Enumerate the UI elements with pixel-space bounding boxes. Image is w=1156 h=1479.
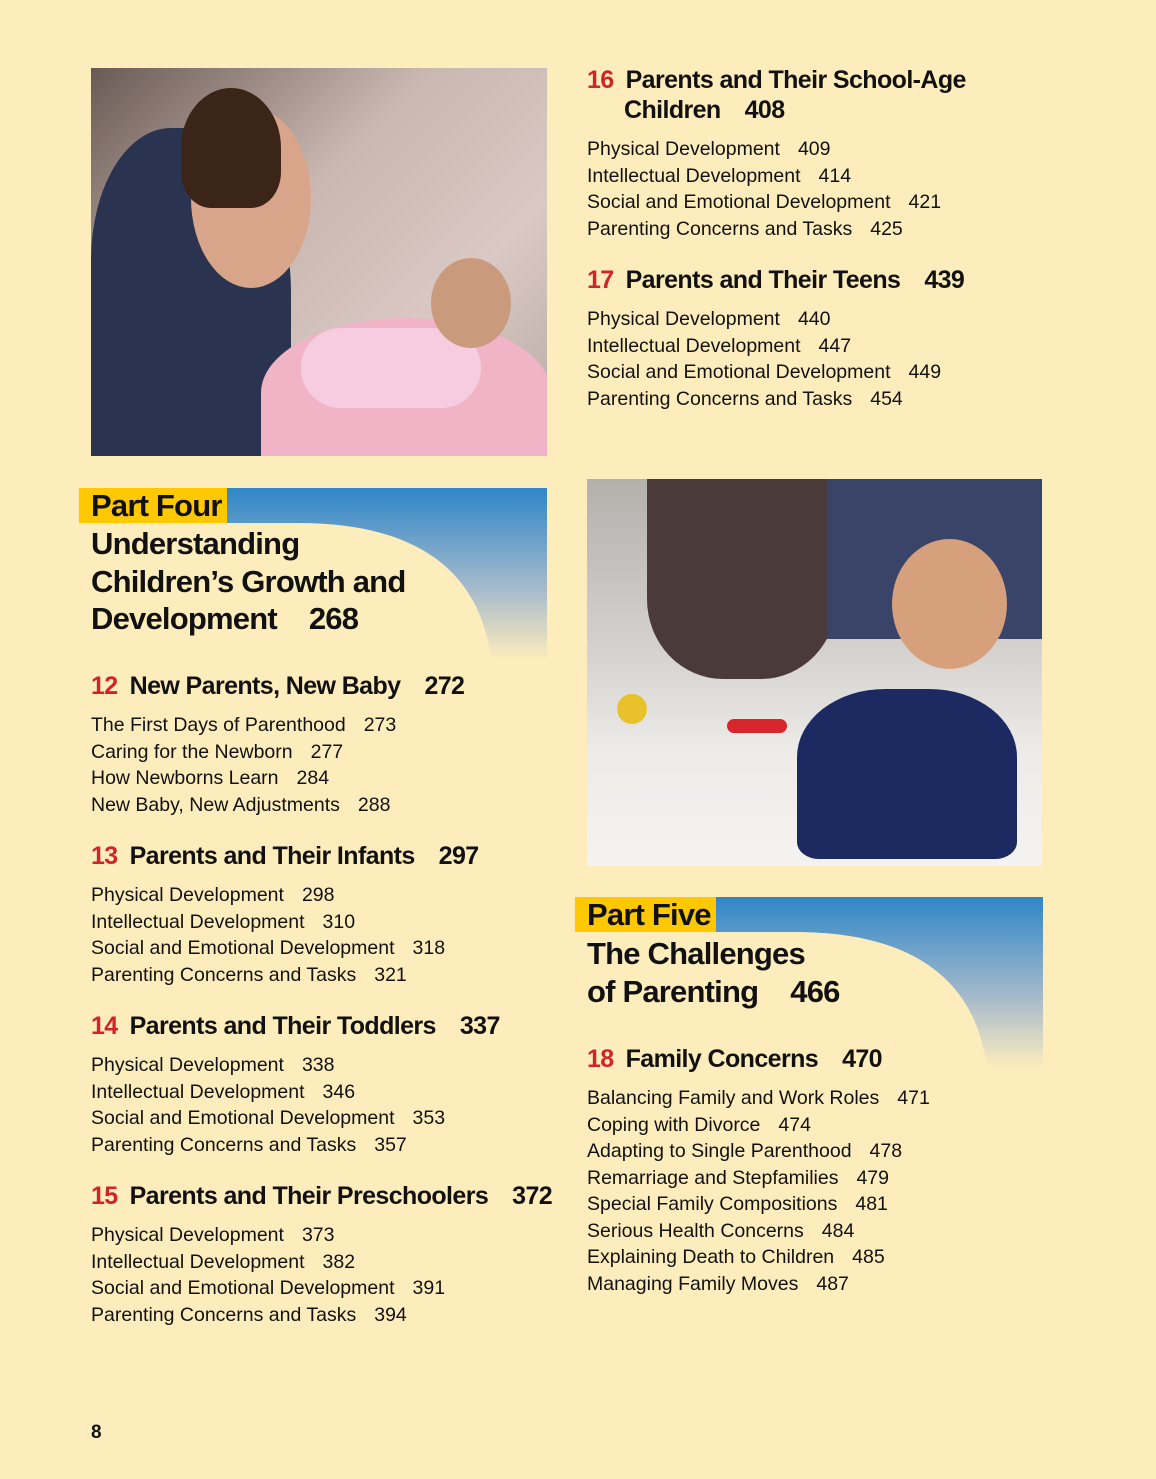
toc-entry[interactable] bbox=[587, 1191, 930, 1218]
toc-entry[interactable] bbox=[91, 1302, 445, 1329]
entry-title: Social and Emotional Development bbox=[587, 361, 891, 383]
chapter-title: Parents and Their School-Age bbox=[625, 66, 966, 94]
toc-entry[interactable] bbox=[91, 1052, 445, 1079]
entry-title: Parenting Concerns and Tasks bbox=[91, 963, 357, 986]
entry-page: 479 bbox=[856, 1166, 889, 1189]
toc-entry[interactable] bbox=[91, 765, 396, 792]
entry-title: Physical Development bbox=[587, 138, 780, 160]
baby-head bbox=[892, 539, 1007, 669]
chapter-14-sections bbox=[91, 1052, 445, 1158]
part-label: Part Four bbox=[79, 488, 227, 523]
entry-title: Explaining Death to Children bbox=[587, 1246, 835, 1268]
chapter-page: 439 bbox=[924, 266, 965, 294]
entry-page: 485 bbox=[852, 1246, 885, 1268]
chapter-title: Parents and Their Teens bbox=[625, 266, 901, 294]
entry-title: Social and Emotional Development bbox=[91, 1107, 395, 1129]
chapter-title: Family Concerns bbox=[625, 1045, 819, 1073]
toy bbox=[617, 694, 647, 724]
entry-page: 373 bbox=[301, 1224, 335, 1246]
entry-title: Remarriage and Stepfamilies bbox=[587, 1166, 839, 1189]
chapter-13-sections bbox=[91, 882, 445, 988]
entry-page: 310 bbox=[322, 910, 356, 933]
chapter-12-sections bbox=[91, 712, 396, 818]
entry-page: 321 bbox=[374, 963, 407, 986]
toc-entry[interactable] bbox=[587, 306, 941, 333]
toc-entry[interactable] bbox=[587, 163, 941, 190]
entry-page: 454 bbox=[870, 387, 903, 410]
page-number: 8 bbox=[91, 1422, 102, 1443]
entry-title: Adapting to Single Parenthood bbox=[587, 1140, 852, 1162]
mother-hair bbox=[181, 88, 281, 208]
baby-shirt bbox=[797, 689, 1017, 859]
infant-head bbox=[431, 258, 511, 348]
toc-entry[interactable] bbox=[91, 1132, 445, 1159]
part-title-line: Development bbox=[91, 601, 277, 636]
chapter-16-sections bbox=[587, 136, 941, 242]
entry-page: 474 bbox=[778, 1113, 811, 1136]
toc-entry[interactable] bbox=[587, 1271, 930, 1298]
entry-page: 394 bbox=[374, 1303, 407, 1326]
part-title-line: Understanding bbox=[91, 526, 300, 561]
entry-title: Intellectual Development bbox=[91, 910, 305, 933]
entry-title: Special Family Compositions bbox=[587, 1193, 838, 1215]
entry-title: Physical Development bbox=[91, 884, 284, 906]
toc-entry[interactable] bbox=[91, 1275, 445, 1302]
chapter-title: Children bbox=[624, 96, 721, 124]
chapter-17-sections bbox=[587, 306, 941, 412]
entry-page: 447 bbox=[818, 334, 852, 357]
entry-page: 318 bbox=[412, 937, 446, 959]
entry-title: Intellectual Development bbox=[91, 1250, 305, 1273]
entry-page: 382 bbox=[322, 1250, 356, 1273]
chapter-number: 16 bbox=[587, 66, 614, 94]
entry-title: Intellectual Development bbox=[587, 164, 801, 187]
chapter-17-heading[interactable] bbox=[587, 265, 964, 295]
entry-page: 346 bbox=[322, 1080, 356, 1103]
toc-entry[interactable] bbox=[91, 1222, 445, 1249]
part-page: 268 bbox=[308, 601, 359, 636]
toc-entry[interactable] bbox=[587, 189, 941, 216]
chapter-title: Parents and Their Infants bbox=[129, 842, 415, 870]
entry-title: Balancing Family and Work Roles bbox=[587, 1087, 880, 1109]
toc-entry[interactable] bbox=[587, 359, 941, 386]
chapter-15-sections bbox=[91, 1222, 445, 1328]
entry-title: Parenting Concerns and Tasks bbox=[587, 387, 853, 410]
chapter-15-heading[interactable] bbox=[91, 1181, 552, 1211]
chapter-12-heading[interactable] bbox=[91, 671, 464, 701]
chapter-number: 13 bbox=[91, 842, 118, 870]
entry-page: 338 bbox=[301, 1054, 335, 1076]
entry-page: 353 bbox=[412, 1107, 446, 1129]
entry-title: Physical Development bbox=[91, 1224, 284, 1246]
chapter-number: 12 bbox=[91, 672, 118, 700]
entry-page: 414 bbox=[818, 164, 852, 187]
entry-title: The First Days of Parenthood bbox=[91, 714, 346, 736]
chapter-title: Parents and Their Preschoolers bbox=[129, 1182, 489, 1210]
toc-entry[interactable] bbox=[91, 1249, 445, 1276]
chapter-page: 470 bbox=[842, 1045, 882, 1073]
entry-title: Coping with Divorce bbox=[587, 1113, 761, 1136]
entry-page: 471 bbox=[897, 1087, 930, 1109]
entry-title: Physical Development bbox=[91, 1054, 284, 1076]
toc-entry[interactable] bbox=[587, 136, 941, 163]
entry-page: 409 bbox=[797, 138, 831, 160]
toc-entry[interactable] bbox=[91, 962, 445, 989]
entry-title: Intellectual Development bbox=[587, 334, 801, 357]
entry-page: 484 bbox=[821, 1219, 855, 1242]
chapter-number: 14 bbox=[91, 1012, 118, 1040]
mother-playing-with-infant-photo bbox=[91, 68, 547, 456]
entry-page: 421 bbox=[908, 191, 942, 213]
entry-title: Caring for the Newborn bbox=[91, 740, 293, 763]
entry-page: 478 bbox=[869, 1140, 903, 1162]
chapter-page: 272 bbox=[424, 672, 465, 700]
entry-title: Parenting Concerns and Tasks bbox=[587, 217, 853, 240]
entry-title: Social and Emotional Development bbox=[91, 937, 395, 959]
part-page: 466 bbox=[790, 974, 840, 1009]
toc-entry[interactable] bbox=[91, 1105, 445, 1132]
toc-entry[interactable] bbox=[91, 935, 445, 962]
entry-page: 425 bbox=[870, 217, 903, 240]
toy bbox=[727, 719, 787, 733]
entry-page: 284 bbox=[296, 767, 330, 789]
adult-legs bbox=[647, 479, 837, 679]
entry-page: 288 bbox=[357, 793, 391, 816]
entry-page: 487 bbox=[816, 1272, 849, 1295]
laughing-crawling-baby-photo bbox=[587, 479, 1042, 866]
toc-entry[interactable] bbox=[91, 792, 396, 819]
entry-page: 440 bbox=[797, 308, 831, 330]
toc-entry[interactable] bbox=[587, 1138, 930, 1165]
chapter-18-sections bbox=[587, 1085, 930, 1297]
entry-title: How Newborns Learn bbox=[91, 767, 279, 789]
toc-entry[interactable] bbox=[587, 1244, 930, 1271]
toc-entry[interactable] bbox=[587, 386, 941, 413]
toc-entry[interactable] bbox=[587, 1085, 930, 1112]
entry-title: New Baby, New Adjustments bbox=[91, 793, 340, 816]
entry-page: 298 bbox=[301, 884, 335, 906]
toc-entry[interactable] bbox=[91, 882, 445, 909]
toc-entry[interactable] bbox=[587, 216, 941, 243]
entry-title: Managing Family Moves bbox=[587, 1272, 799, 1295]
toc-entry[interactable] bbox=[587, 1218, 930, 1245]
entry-page: 357 bbox=[374, 1133, 407, 1156]
entry-title: Serious Health Concerns bbox=[587, 1219, 804, 1242]
chapter-number: 15 bbox=[91, 1182, 118, 1210]
toc-entry[interactable] bbox=[587, 333, 941, 360]
chapter-16-heading[interactable] bbox=[587, 65, 966, 125]
entry-page: 391 bbox=[412, 1277, 446, 1299]
toc-entry[interactable] bbox=[91, 739, 396, 766]
toc-entry[interactable] bbox=[587, 1112, 930, 1139]
chapter-page: 337 bbox=[459, 1012, 500, 1040]
entry-title: Social and Emotional Development bbox=[587, 191, 891, 213]
entry-title: Social and Emotional Development bbox=[91, 1277, 395, 1299]
part-title-line: Children’s Growth and bbox=[91, 564, 406, 599]
toc-entry[interactable] bbox=[91, 712, 396, 739]
chapter-14-heading[interactable] bbox=[91, 1011, 500, 1041]
entry-page: 273 bbox=[363, 714, 397, 736]
chapter-title: New Parents, New Baby bbox=[129, 672, 401, 700]
chapter-page: 372 bbox=[512, 1182, 553, 1210]
entry-page: 481 bbox=[855, 1193, 888, 1215]
entry-page: 277 bbox=[310, 740, 344, 763]
entry-title: Intellectual Development bbox=[91, 1080, 305, 1103]
chapter-13-heading[interactable] bbox=[91, 841, 479, 871]
entry-title: Parenting Concerns and Tasks bbox=[91, 1133, 357, 1156]
chapter-number: 17 bbox=[587, 266, 614, 294]
chapter-page: 408 bbox=[744, 96, 785, 124]
part-title-line: The Challenges bbox=[587, 936, 805, 971]
part-four-header[interactable] bbox=[79, 488, 547, 660]
chapter-page: 297 bbox=[438, 842, 479, 870]
toc-entry[interactable] bbox=[91, 909, 445, 936]
chapter-title: Parents and Their Toddlers bbox=[129, 1012, 436, 1040]
entry-title: Parenting Concerns and Tasks bbox=[91, 1303, 357, 1326]
part-title-line: of Parenting bbox=[587, 974, 759, 1009]
part-label: Part Five bbox=[575, 897, 716, 932]
chapter-number: 18 bbox=[587, 1045, 614, 1073]
entry-page: 449 bbox=[908, 361, 942, 383]
toc-entry[interactable] bbox=[91, 1079, 445, 1106]
entry-title: Physical Development bbox=[587, 308, 780, 330]
chapter-18-heading[interactable] bbox=[587, 1044, 882, 1074]
toc-entry[interactable] bbox=[587, 1165, 930, 1192]
